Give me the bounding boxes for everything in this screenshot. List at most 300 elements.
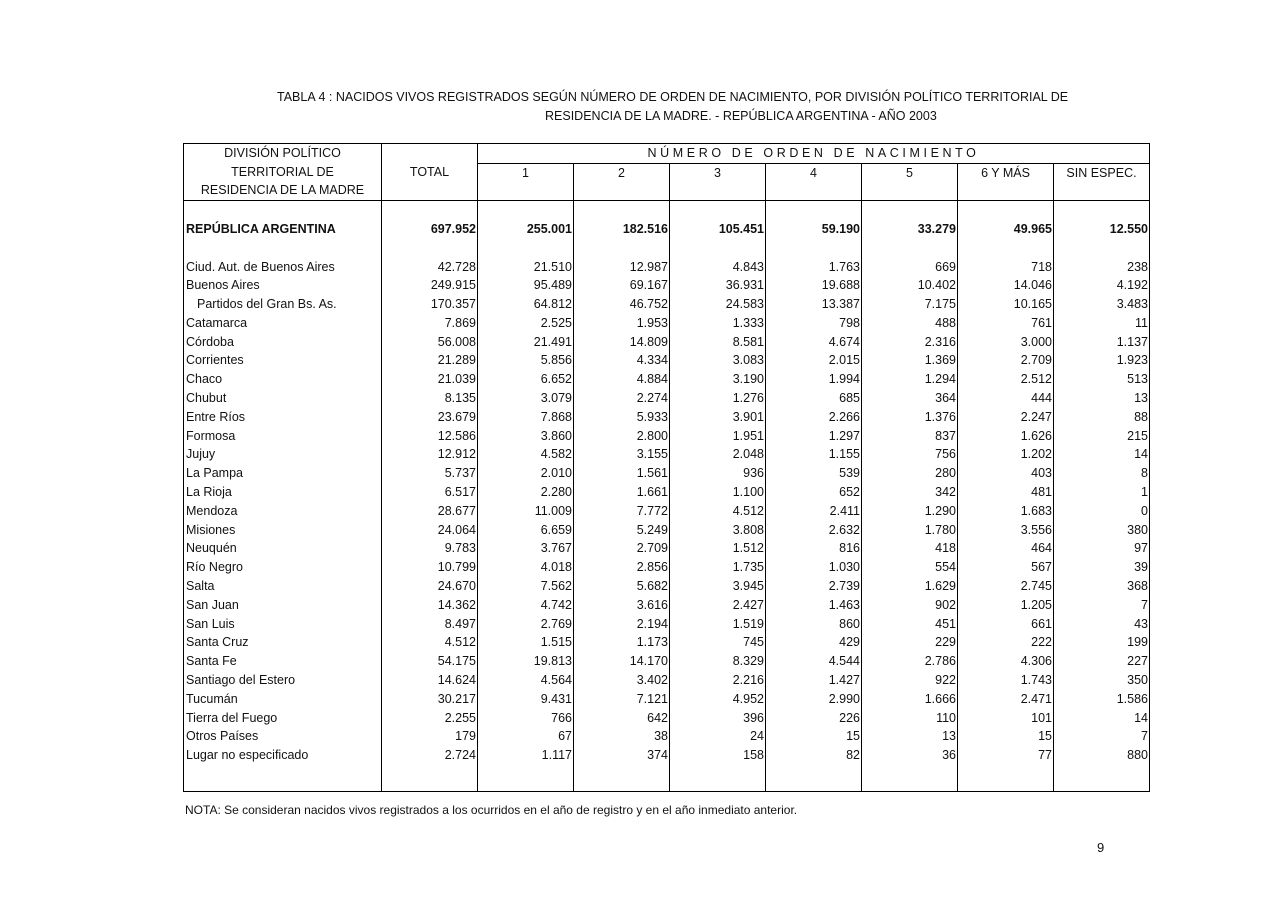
cell-order-3: 24.583 [670,295,766,314]
cell-order-4: 1.030 [766,558,862,577]
cell-order-4: 4.674 [766,333,862,352]
cell-total: 170.357 [382,295,478,314]
birth-order-group-header: NÚMERO DE ORDEN DE NACIMIENTO [478,144,1150,164]
row-label: La Rioja [184,483,382,502]
cell-order-1: 3.767 [478,539,574,558]
cell-order-6-plus: 2.512 [958,370,1054,389]
table-row [184,558,1150,577]
cell-order-3: 1.100 [670,483,766,502]
cell-order-4: 2.990 [766,690,862,709]
cell-order-3: 1.951 [670,427,766,446]
cell-total: 8.135 [382,389,478,408]
cell-order-4: 1.994 [766,370,862,389]
table-row [184,671,1150,690]
cell-order-4: 816 [766,539,862,558]
cell-order-5: 1.780 [862,521,958,540]
cell-order-5: 669 [862,258,958,277]
cell-order-6-plus: 444 [958,389,1054,408]
cell-order-2: 1.173 [574,633,670,652]
cell-order-3: 36.931 [670,276,766,295]
cell-order-5: 342 [862,483,958,502]
cell-total: 23.679 [382,408,478,427]
cell-order-6-plus: 761 [958,314,1054,333]
cell-order-3: 1.519 [670,615,766,634]
cell-order-6-plus: 3.556 [958,521,1054,540]
cell-order-3: 4.843 [670,258,766,277]
cell-order-3: 3.190 [670,370,766,389]
cell-order-1: 3.079 [478,389,574,408]
row-label: Formosa [184,427,382,446]
cell-order-4: 82 [766,746,862,765]
row-label: Chubut [184,389,382,408]
row-label: Entre Ríos [184,408,382,427]
cell-order-4: 2.632 [766,521,862,540]
cell-order-3: 4.952 [670,690,766,709]
cell-order-6-plus: 222 [958,633,1054,652]
row-label: Chaco [184,370,382,389]
column-header-order-6-plus: 6 Y MÁS [958,163,1054,200]
cell-order-3: 3.901 [670,408,766,427]
row-label: Santiago del Estero [184,671,382,690]
cell-order-4: 2.266 [766,408,862,427]
cell-total: 9.783 [382,539,478,558]
cell-order-4: 19.688 [766,276,862,295]
cell-unspecified: 11 [1054,314,1150,333]
table-row [184,370,1150,389]
row-label: Partidos del Gran Bs. As. [184,295,382,314]
cell-order-6-plus: 1.202 [958,445,1054,464]
cell-order-6-plus: 718 [958,258,1054,277]
row-label: Catamarca [184,314,382,333]
cell-order-2: 3.155 [574,445,670,464]
cell-unspecified: 368 [1054,577,1150,596]
cell-order-3: 8.329 [670,652,766,671]
cell-order-4: 1.155 [766,445,862,464]
cell-order-6-plus: 49.965 [958,218,1054,240]
cell-order-1: 7.562 [478,577,574,596]
row-label: Ciud. Aut. de Buenos Aires [184,258,382,277]
row-label: La Pampa [184,464,382,483]
page-number: 9 [1097,840,1105,855]
division-header-line-1: DIVISIÓN POLÍTICO [224,146,341,160]
cell-order-2: 2.856 [574,558,670,577]
cell-unspecified: 7 [1054,727,1150,746]
cell-order-4: 429 [766,633,862,652]
table-row [184,389,1150,408]
cell-order-4: 59.190 [766,218,862,240]
cell-order-2: 2.709 [574,539,670,558]
cell-order-3: 2.216 [670,671,766,690]
cell-order-5: 451 [862,615,958,634]
cell-unspecified: 97 [1054,539,1150,558]
cell-unspecified: 199 [1054,633,1150,652]
column-header-order-2: 2 [574,163,670,200]
cell-order-6-plus: 1.205 [958,596,1054,615]
cell-order-5: 10.402 [862,276,958,295]
cell-order-5: 280 [862,464,958,483]
column-header-unspecified: SIN ESPEC. [1054,163,1150,200]
row-label: San Juan [184,596,382,615]
cell-order-1: 9.431 [478,690,574,709]
cell-order-5: 1.376 [862,408,958,427]
cell-order-5: 2.786 [862,652,958,671]
cell-order-2: 182.516 [574,218,670,240]
cell-order-4: 860 [766,615,862,634]
cell-total: 2.255 [382,709,478,728]
cell-unspecified: 43 [1054,615,1150,634]
cell-total: 10.799 [382,558,478,577]
cell-order-4: 1.427 [766,671,862,690]
cell-order-2: 14.809 [574,333,670,352]
cell-order-3: 1.333 [670,314,766,333]
cell-order-2: 4.884 [574,370,670,389]
cell-order-2: 2.194 [574,615,670,634]
table-row [184,314,1150,333]
row-label: Lugar no especificado [184,746,382,765]
cell-unspecified: 1.137 [1054,333,1150,352]
cell-order-4: 539 [766,464,862,483]
table-row [184,652,1150,671]
table-row [184,596,1150,615]
division-header-line-2: TERRITORIAL DE [231,164,334,179]
cell-order-6-plus: 2.247 [958,408,1054,427]
table-row [184,727,1150,746]
row-label: Corrientes [184,351,382,370]
table-row [184,709,1150,728]
cell-order-5: 36 [862,746,958,765]
cell-order-1: 766 [478,709,574,728]
column-header-order-5: 5 [862,163,958,200]
cell-order-1: 2.010 [478,464,574,483]
spacer-row [184,200,1150,218]
division-header-line-3: RESIDENCIA DE LA MADRE [200,183,365,197]
cell-total: 7.869 [382,314,478,333]
cell-order-1: 3.860 [478,427,574,446]
cell-order-1: 21.510 [478,258,574,277]
cell-order-3: 105.451 [670,218,766,240]
cell-order-6-plus: 403 [958,464,1054,483]
row-label: Tucumán [184,690,382,709]
cell-order-3: 1.512 [670,539,766,558]
cell-order-5: 33.279 [862,218,958,240]
cell-order-2: 69.167 [574,276,670,295]
cell-order-5: 7.175 [862,295,958,314]
cell-order-2: 4.334 [574,351,670,370]
cell-order-6-plus: 4.306 [958,652,1054,671]
cell-total: 6.517 [382,483,478,502]
cell-unspecified: 1.923 [1054,351,1150,370]
cell-unspecified: 12.550 [1054,218,1150,240]
cell-unspecified: 39 [1054,558,1150,577]
cell-order-6-plus: 464 [958,539,1054,558]
cell-order-4: 685 [766,389,862,408]
cell-total: 2.724 [382,746,478,765]
cell-order-1: 4.742 [478,596,574,615]
division-column-header [184,144,382,201]
row-label: Buenos Aires [184,276,382,295]
row-label: Neuquén [184,539,382,558]
cell-order-4: 2.739 [766,577,862,596]
cell-total: 30.217 [382,690,478,709]
row-label: Tierra del Fuego [184,709,382,728]
cell-order-3: 2.427 [670,596,766,615]
cell-total: 697.952 [382,218,478,240]
cell-total: 14.624 [382,671,478,690]
cell-order-4: 13.387 [766,295,862,314]
cell-order-5: 1.369 [862,351,958,370]
row-label: Jujuy [184,445,382,464]
cell-total: 179 [382,727,478,746]
column-header-order-1: 1 [478,163,574,200]
table-row [184,351,1150,370]
cell-total: 54.175 [382,652,478,671]
cell-order-6-plus: 1.683 [958,502,1054,521]
cell-total: 28.677 [382,502,478,521]
cell-total: 5.737 [382,464,478,483]
cell-order-1: 255.001 [478,218,574,240]
cell-unspecified: 13 [1054,389,1150,408]
cell-order-2: 3.616 [574,596,670,615]
cell-order-5: 1.294 [862,370,958,389]
cell-order-4: 798 [766,314,862,333]
cell-order-4: 226 [766,709,862,728]
row-label: Otros Países [184,727,382,746]
cell-order-6-plus: 77 [958,746,1054,765]
cell-order-1: 4.564 [478,671,574,690]
cell-order-5: 922 [862,671,958,690]
cell-order-2: 3.402 [574,671,670,690]
table-row [184,464,1150,483]
cell-order-5: 756 [862,445,958,464]
total-column-header: TOTAL [382,144,478,201]
cell-order-1: 2.525 [478,314,574,333]
table-row [184,539,1150,558]
cell-order-1: 4.582 [478,445,574,464]
cell-order-4: 1.463 [766,596,862,615]
column-header-order-3: 3 [670,163,766,200]
cell-unspecified: 380 [1054,521,1150,540]
cell-total: 12.912 [382,445,478,464]
cell-total: 42.728 [382,258,478,277]
cell-order-5: 364 [862,389,958,408]
cell-order-3: 3.083 [670,351,766,370]
cell-total: 12.586 [382,427,478,446]
cell-unspecified: 14 [1054,445,1150,464]
cell-order-2: 12.987 [574,258,670,277]
footnote: NOTA: Se consideran nacidos vivos registrados a los ocurridos en el año de registro y en el año inmediato anterior. [185,803,798,817]
cell-order-5: 418 [862,539,958,558]
cell-order-1: 2.280 [478,483,574,502]
row-label: Río Negro [184,558,382,577]
cell-order-4: 652 [766,483,862,502]
cell-order-1: 19.813 [478,652,574,671]
cell-order-2: 1.953 [574,314,670,333]
cell-order-3: 8.581 [670,333,766,352]
cell-order-6-plus: 101 [958,709,1054,728]
cell-order-3: 1.276 [670,389,766,408]
cell-order-3: 2.048 [670,445,766,464]
cell-order-1: 7.868 [478,408,574,427]
cell-unspecified: 7 [1054,596,1150,615]
row-label: Salta [184,577,382,596]
cell-order-1: 64.812 [478,295,574,314]
cell-order-4: 1.763 [766,258,862,277]
cell-order-6-plus: 1.743 [958,671,1054,690]
row-label: Córdoba [184,333,382,352]
cell-unspecified: 350 [1054,671,1150,690]
table-row [184,577,1150,596]
cell-total: 249.915 [382,276,478,295]
cell-order-6-plus: 2.709 [958,351,1054,370]
cell-unspecified: 4.192 [1054,276,1150,295]
cell-total: 21.289 [382,351,478,370]
cell-total: 8.497 [382,615,478,634]
cell-order-5: 837 [862,427,958,446]
cell-order-6-plus: 481 [958,483,1054,502]
cell-order-2: 5.249 [574,521,670,540]
cell-unspecified: 14 [1054,709,1150,728]
cell-order-2: 2.800 [574,427,670,446]
cell-order-2: 5.682 [574,577,670,596]
cell-order-1: 6.652 [478,370,574,389]
cell-unspecified: 0 [1054,502,1150,521]
cell-unspecified: 880 [1054,746,1150,765]
table-row [184,427,1150,446]
cell-order-6-plus: 661 [958,615,1054,634]
cell-order-2: 7.772 [574,502,670,521]
cell-order-5: 1.666 [862,690,958,709]
cell-order-2: 5.933 [574,408,670,427]
cell-unspecified: 238 [1054,258,1150,277]
cell-order-4: 15 [766,727,862,746]
cell-order-1: 6.659 [478,521,574,540]
cell-order-1: 95.489 [478,276,574,295]
cell-order-2: 642 [574,709,670,728]
cell-order-2: 46.752 [574,295,670,314]
spacer-row [184,240,1150,258]
cell-order-5: 1.629 [862,577,958,596]
cell-total: 24.670 [382,577,478,596]
row-label: Misiones [184,521,382,540]
cell-unspecified: 1 [1054,483,1150,502]
cell-order-6-plus: 2.471 [958,690,1054,709]
cell-order-2: 38 [574,727,670,746]
column-header-order-4: 4 [766,163,862,200]
row-label: REPÚBLICA ARGENTINA [184,218,382,240]
cell-order-6-plus: 2.745 [958,577,1054,596]
table-row [184,690,1150,709]
cell-order-6-plus: 3.000 [958,333,1054,352]
cell-total: 56.008 [382,333,478,352]
cell-order-6-plus: 10.165 [958,295,1054,314]
cell-order-1: 4.018 [478,558,574,577]
cell-order-3: 396 [670,709,766,728]
table-row [184,502,1150,521]
cell-order-1: 1.117 [478,746,574,765]
cell-order-3: 3.808 [670,521,766,540]
cell-order-3: 24 [670,727,766,746]
cell-order-3: 745 [670,633,766,652]
table-row [184,445,1150,464]
cell-unspecified: 3.483 [1054,295,1150,314]
cell-unspecified: 1.586 [1054,690,1150,709]
cell-order-3: 1.735 [670,558,766,577]
spacer-row [184,765,1150,792]
cell-order-4: 2.015 [766,351,862,370]
cell-order-1: 1.515 [478,633,574,652]
cell-unspecified: 8 [1054,464,1150,483]
cell-order-2: 14.170 [574,652,670,671]
table-row [184,615,1150,634]
national-total-row [184,218,1150,240]
births-by-birth-order-table [183,143,1150,792]
cell-order-5: 110 [862,709,958,728]
cell-order-3: 4.512 [670,502,766,521]
cell-total: 4.512 [382,633,478,652]
cell-order-1: 67 [478,727,574,746]
cell-order-5: 1.290 [862,502,958,521]
row-label: San Luis [184,615,382,634]
row-label: Santa Cruz [184,633,382,652]
table-row [184,333,1150,352]
row-label: Santa Fe [184,652,382,671]
table-row [184,408,1150,427]
cell-order-5: 13 [862,727,958,746]
table-row [184,276,1150,295]
cell-order-2: 7.121 [574,690,670,709]
cell-order-2: 2.274 [574,389,670,408]
cell-total: 21.039 [382,370,478,389]
row-label: Mendoza [184,502,382,521]
cell-unspecified: 513 [1054,370,1150,389]
table-row [184,521,1150,540]
table-row [184,633,1150,652]
cell-order-5: 229 [862,633,958,652]
cell-unspecified: 215 [1054,427,1150,446]
cell-order-2: 1.561 [574,464,670,483]
table-row [184,483,1150,502]
cell-order-4: 4.544 [766,652,862,671]
table-title-line-1: TABLA 4 : NACIDOS VIVOS REGISTRADOS SEGÚN NÚMERO DE ORDEN DE NACIMIENTO, POR DIVISIÓN POLÍTICO TERRITORIAL DE [277,90,1069,104]
cell-order-3: 936 [670,464,766,483]
cell-total: 14.362 [382,596,478,615]
cell-order-1: 5.856 [478,351,574,370]
cell-order-5: 554 [862,558,958,577]
cell-order-1: 21.491 [478,333,574,352]
cell-order-6-plus: 1.626 [958,427,1054,446]
cell-order-3: 158 [670,746,766,765]
cell-order-4: 2.411 [766,502,862,521]
cell-order-2: 374 [574,746,670,765]
cell-order-5: 902 [862,596,958,615]
cell-order-5: 2.316 [862,333,958,352]
cell-order-1: 11.009 [478,502,574,521]
cell-unspecified: 88 [1054,408,1150,427]
cell-order-3: 3.945 [670,577,766,596]
cell-unspecified: 227 [1054,652,1150,671]
cell-order-6-plus: 15 [958,727,1054,746]
table-row [184,258,1150,277]
table-row [184,295,1150,314]
cell-total: 24.064 [382,521,478,540]
cell-order-1: 2.769 [478,615,574,634]
cell-order-6-plus: 567 [958,558,1054,577]
cell-order-6-plus: 14.046 [958,276,1054,295]
cell-order-4: 1.297 [766,427,862,446]
cell-order-5: 488 [862,314,958,333]
table-row [184,746,1150,765]
table-title-line-2: RESIDENCIA DE LA MADRE. - REPÚBLICA ARGENTINA - AÑO 2003 [545,109,937,123]
